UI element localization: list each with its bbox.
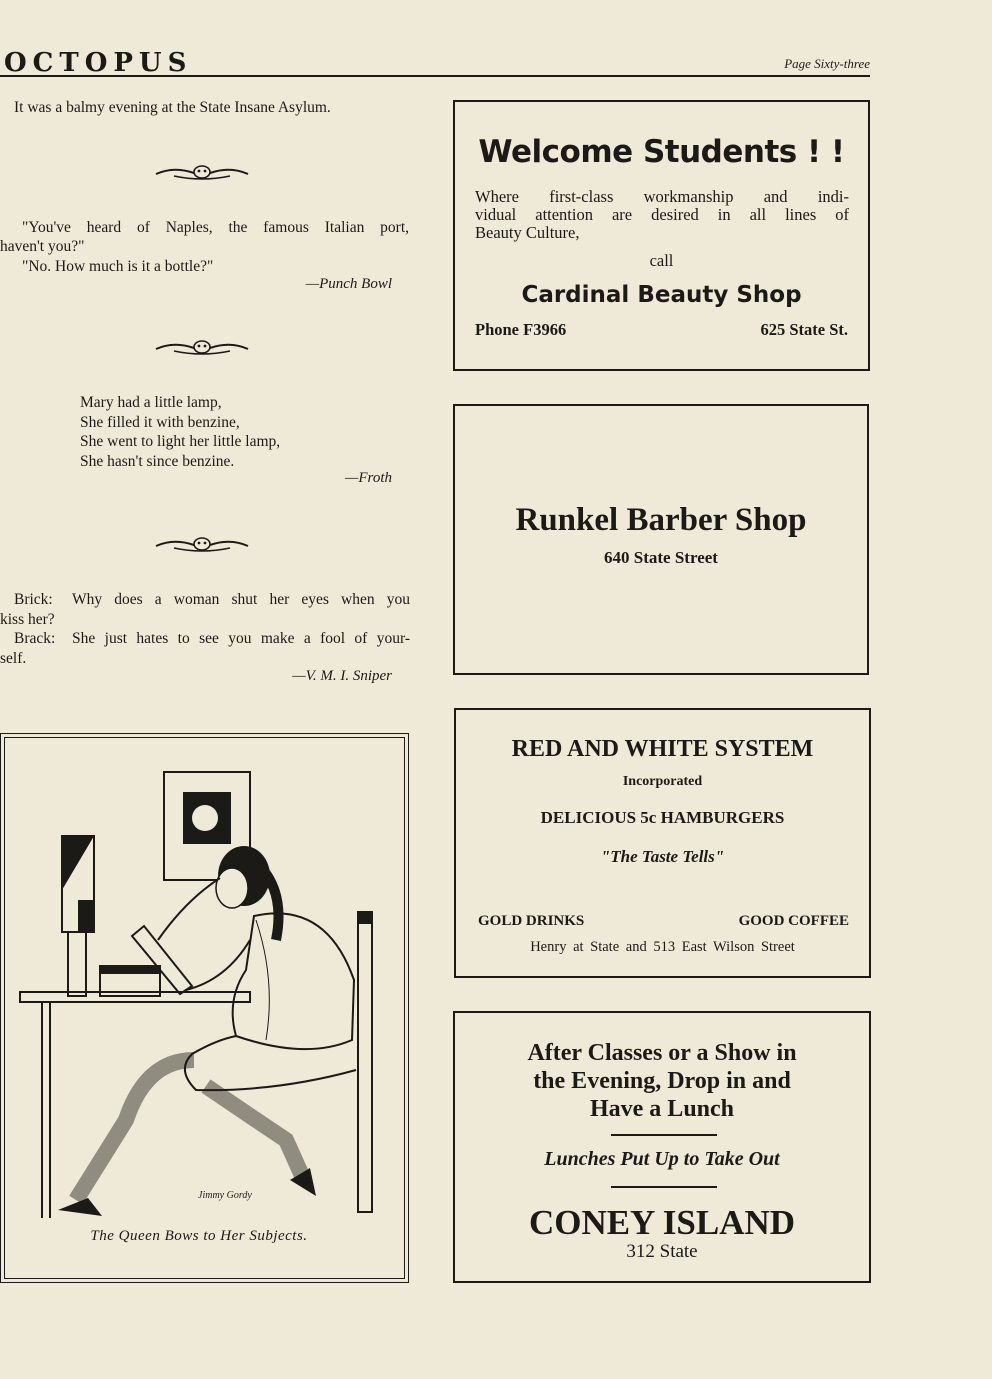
dialog-brack-label: Brack: bbox=[14, 630, 56, 647]
poem-mary bbox=[80, 393, 280, 471]
ad-red-and-white-system bbox=[454, 708, 871, 978]
ad-runkel-barber-shop bbox=[453, 404, 869, 675]
joke-naples-line1: "You've heard of Naples, the famous Italian port, bbox=[22, 219, 409, 236]
poem-line: She hasn't since benzine. bbox=[80, 452, 235, 470]
dialog-brick-label: Brick: bbox=[14, 591, 53, 608]
joke-naples-line3: "No. How much is it a bottle?" bbox=[22, 258, 214, 275]
ornament-divider-2 bbox=[154, 337, 250, 357]
dialog-brack-line2: self. bbox=[0, 650, 27, 667]
ad-body-line1: Where first-class workmanship and indi- bbox=[475, 187, 849, 206]
ad-headline: Welcome Students ! ! bbox=[478, 134, 845, 170]
ad-headline-line: the Evening, Drop in and bbox=[533, 1068, 791, 1094]
ad-headline-line: Have a Lunch bbox=[589, 1096, 735, 1122]
ad-divider-bottom bbox=[611, 1186, 717, 1188]
ad-slogan: "The Taste Tells" bbox=[600, 847, 725, 866]
ornament-divider-1 bbox=[154, 162, 250, 182]
magazine-masthead: OCTOPUS bbox=[4, 48, 193, 78]
ad-divider-top bbox=[611, 1134, 717, 1136]
shop-address: 625 State St. bbox=[760, 320, 848, 339]
credit-froth: —Froth bbox=[345, 470, 392, 486]
artist-signature: Jimmy Gordy bbox=[198, 1190, 252, 1201]
ad-body-line2: vidual attention are desired in all lines of bbox=[475, 205, 849, 224]
ad-coney-island bbox=[453, 1011, 871, 1283]
shop-address: 640 State Street bbox=[604, 548, 718, 567]
credit-punch-bowl: —Punch Bowl bbox=[305, 276, 392, 292]
shop-name: Runkel Barber Shop bbox=[515, 502, 807, 538]
dialog-brick-line2: kiss her? bbox=[0, 611, 55, 628]
dialog-brack-line1: She just hates to see you make a fool of your- bbox=[72, 630, 410, 647]
ad-good-coffee: GOOD COFFEE bbox=[738, 913, 849, 929]
shop-address: Henry at State and 513 East Wilson Street bbox=[530, 939, 795, 955]
ad-product: DELICIOUS 5c HAMBURGERS bbox=[540, 808, 785, 827]
poem-line: She went to light her little lamp, bbox=[80, 433, 281, 450]
poem-line: Mary had a little lamp, bbox=[80, 394, 222, 411]
ad-cardinal-beauty-shop bbox=[453, 100, 870, 371]
shop-address: 312 State bbox=[626, 1241, 698, 1262]
credit-vmi-sniper: —V. M. I. Sniper bbox=[292, 668, 392, 684]
shop-phone: Phone F3966 bbox=[475, 320, 567, 339]
joke-asylum: It was a balmy evening at the State Insane Asylum. bbox=[14, 99, 331, 116]
ad-call: call bbox=[649, 251, 674, 270]
shop-name: Cardinal Beauty Shop bbox=[521, 282, 802, 308]
poem-line: She filled it with benzine, bbox=[80, 413, 240, 431]
dialog-brick-line1: Why does a woman shut her eyes when you bbox=[72, 591, 410, 608]
ad-subline: Lunches Put Up to Take Out bbox=[544, 1148, 780, 1170]
header-rule bbox=[0, 75, 870, 77]
page-number: Page Sixty-three bbox=[784, 56, 870, 71]
ad-gold-drinks: GOLD DRINKS bbox=[478, 913, 585, 929]
ad-headline-line: After Classes or a Show in bbox=[527, 1040, 797, 1066]
ad-body-line3: Beauty Culture, bbox=[475, 223, 580, 242]
shop-name: CONEY ISLAND bbox=[528, 1203, 796, 1242]
ad-headline bbox=[455, 1039, 869, 1123]
illustration-caption: The Queen Bows to Her Subjects. bbox=[90, 1228, 308, 1244]
shop-name: RED AND WHITE SYSTEM bbox=[511, 736, 814, 762]
cartoon-woman-reading bbox=[6, 740, 404, 1220]
shop-incorporated: Incorporated bbox=[622, 774, 703, 789]
ornament-divider-3 bbox=[154, 534, 250, 554]
joke-naples-line2: haven't you?" bbox=[0, 238, 85, 255]
